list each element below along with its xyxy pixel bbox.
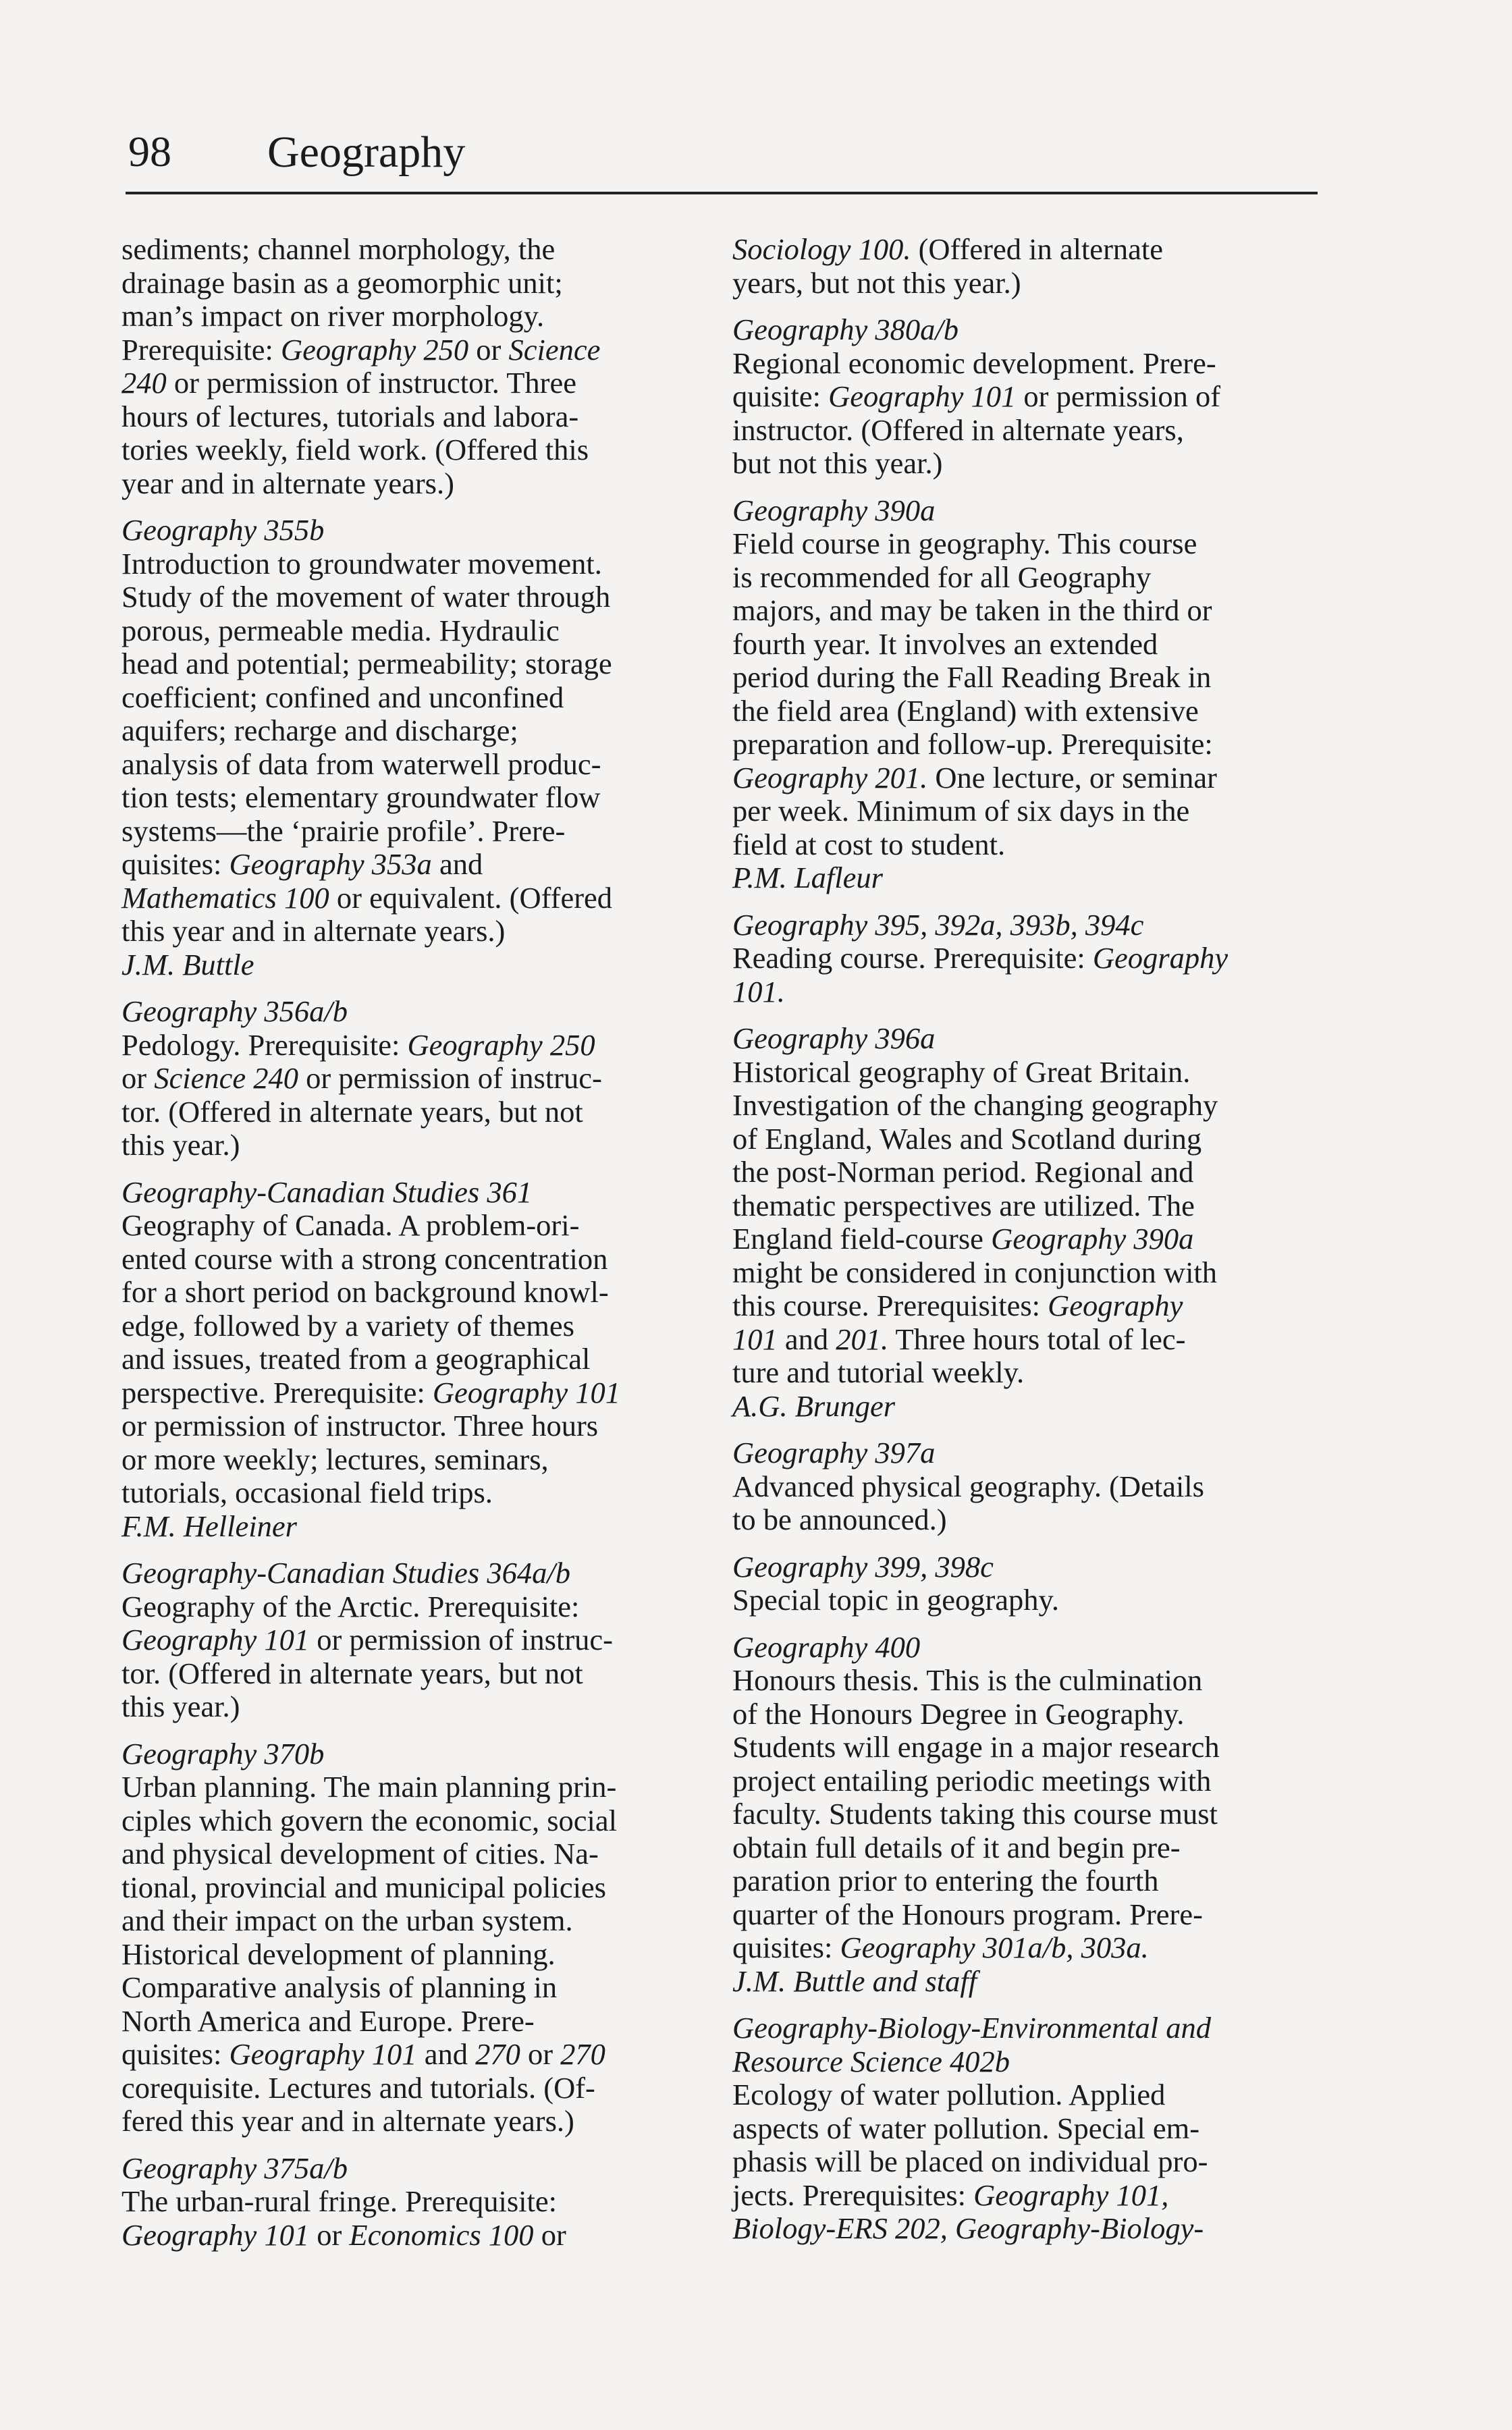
course-description-line: fourth year. It involves an extended	[732, 626, 1158, 661]
course-description-line: Introduction to groundwater movement.	[122, 546, 602, 580]
course-description-line: Students will engage in a major research	[732, 1730, 1220, 1764]
course-description-line: phasis will be placed on individual pro-	[732, 2144, 1208, 2178]
course-description-line: tutorials, occasional field trips.	[122, 1476, 493, 1509]
course-description-line: analysis of data from waterwell produc-	[122, 747, 601, 781]
course-description-line: ture and tutorial weekly.	[732, 1355, 1025, 1389]
course-instructor: J.M. Buttle and staff	[732, 1964, 977, 1998]
course-description-line: per week. Minimum of six days in the	[732, 794, 1190, 828]
course-description-line: but not this year.)	[732, 446, 943, 480]
course-description-line: jects. Prerequisites: Geography 101,	[732, 2178, 1169, 2212]
course-instructor: P.M. Lafleur	[732, 861, 883, 894]
course-title: Resource Science 402b	[732, 2044, 1010, 2078]
course-description-line: coefficient; confined and unconfined	[122, 680, 564, 714]
course-entry	[122, 995, 675, 1162]
course-description-line: majors, and may be taken in the third or	[732, 593, 1212, 627]
course-description-line: Honours thesis. This is the culmination	[732, 1663, 1203, 1697]
course-entry	[732, 313, 1286, 481]
course-description-line: Reading course. Prerequisite: Geography	[732, 941, 1228, 975]
course-description-line: this year and in alternate years.)	[122, 914, 506, 948]
course-title: Geography 356a/b	[122, 994, 348, 1028]
course-description-line: this course. Prerequisites: Geography	[732, 1289, 1183, 1322]
course-description-line: Investigation of the changing geography	[732, 1088, 1218, 1122]
course-description-line: preparation and follow-up. Prerequisite:	[732, 727, 1213, 761]
course-title: Geography 399, 398c	[732, 1549, 994, 1584]
course-entry	[732, 2012, 1286, 2246]
course-description-line: or more weekly; lectures, seminars,	[122, 1442, 549, 1476]
course-description-line: hours of lectures, tutorials and labora-	[122, 399, 579, 433]
course-entry	[122, 514, 675, 981]
course-title: Geography 400	[732, 1629, 921, 1664]
course-description-line: Urban planning. The main planning prin-	[122, 1770, 617, 1804]
course-description-line: or permission of instructor. Three hours	[122, 1409, 599, 1442]
course-description-line: head and potential; permeability; storage	[122, 647, 612, 680]
course-description-line: sediments; channel morphology, the	[122, 232, 556, 266]
course-description-line: aquifers; recharge and discharge;	[122, 713, 518, 747]
course-description-line: aspects of water pollution. Special em-	[732, 2111, 1200, 2145]
course-description-line: man’s impact on river morphology.	[122, 299, 545, 333]
course-description-line: ciples which govern the economic, social	[122, 1803, 618, 1837]
course-description-line: years, but not this year.)	[732, 265, 1021, 300]
course-instructor: J.M. Buttle	[122, 947, 254, 981]
course-instructor: F.M. Helleiner	[122, 1509, 297, 1543]
course-description-line: paration prior to entering the fourth	[732, 1864, 1159, 1897]
course-description-line: the post-Norman period. Regional and	[732, 1155, 1194, 1189]
course-description-line: Geography 201. One lecture, or seminar	[732, 760, 1217, 794]
course-description-line: is recommended for all Geography	[732, 560, 1152, 594]
course-description-line: 240 or permission of instructor. Three	[122, 366, 576, 400]
course-description-line: might be considered in conjunction with	[732, 1255, 1218, 1289]
course-description-line: fered this year and in alternate years.)	[122, 2104, 574, 2138]
course-entry	[122, 2152, 675, 2252]
course-description-line: England field-course Geography 390a	[732, 1222, 1194, 1256]
course-entry	[732, 1022, 1286, 1423]
course-description-line: of England, Wales and Scotland during	[732, 1121, 1202, 1156]
course-entry	[122, 1737, 675, 2138]
course-description-line: and issues, treated from a geographical	[122, 1342, 591, 1376]
course-description-line: Field course in geography. This course	[732, 526, 1197, 560]
course-description-line: Historical geography of Great Britain.	[732, 1054, 1191, 1089]
course-description-line: year and in alternate years.)	[122, 466, 454, 500]
course-description-line: Geography of the Arctic. Prerequisite:	[122, 1589, 580, 1623]
page-header	[126, 120, 1318, 194]
course-description-line: Special topic in geography.	[732, 1583, 1060, 1617]
course-description-line: this year.)	[122, 1690, 240, 1723]
course-description-line: and their impact on the urban system.	[122, 1904, 573, 1937]
course-description-line: tor. (Offered in alternate years, but not	[122, 1656, 583, 1690]
course-description-line: period during the Fall Reading Break in	[732, 660, 1212, 694]
course-description-line: and physical development of cities. Na-	[122, 1837, 599, 1870]
course-entry	[122, 233, 675, 500]
course-description-line: quisites: Geography 101 and 270 or 270	[122, 2037, 605, 2071]
course-description-line: Geography 101 or permission of instruc-	[122, 1623, 613, 1656]
course-entry	[732, 1631, 1286, 1999]
course-entry	[122, 1557, 675, 1724]
course-description-line: Geography 101 or Economics 100 or	[122, 2217, 566, 2252]
course-entry	[732, 233, 1286, 300]
course-description-line: Mathematics 100 or equivalent. (Offered	[122, 880, 613, 915]
course-description-line: tional, provincial and municipal policies	[122, 1870, 606, 1904]
course-description-line: drainage basin as a geomorphic unit;	[122, 265, 563, 300]
course-title: Geography 355b	[122, 513, 325, 547]
course-entry	[732, 1550, 1286, 1617]
course-description-line: or Science 240 or permission of instruc-	[122, 1061, 602, 1095]
course-description-line: field at cost to student.	[732, 827, 1006, 861]
course-description-line: tion tests; elementary groundwater flow	[122, 780, 601, 814]
course-description-line: faculty. Students taking this course must	[732, 1797, 1218, 1831]
course-entry	[732, 1436, 1286, 1537]
course-description-line: of the Honours Degree in Geography.	[732, 1696, 1185, 1731]
section-title: Geography	[267, 128, 466, 177]
course-description-line: for a short period on background knowl-	[122, 1275, 609, 1309]
course-title: Geography 380a/b	[732, 313, 959, 346]
course-description-line: Prerequisite: Geography 250 or Science	[122, 332, 601, 367]
course-entry	[732, 909, 1286, 1009]
course-entry	[732, 494, 1286, 895]
course-description-line: Geography of Canada. A problem-ori-	[122, 1208, 580, 1242]
course-description-line: quisites: Geography 301a/b, 303a.	[732, 1931, 1149, 1964]
course-description-line: the field area (England) with extensive	[732, 693, 1199, 728]
course-title: Geography-Biology-Environmental and	[732, 2011, 1211, 2045]
course-instructor: A.G. Brunger	[732, 1388, 896, 1423]
course-title: Geography-Canadian Studies 364a/b	[122, 1556, 570, 1590]
course-description-line: ented course with a strong concentration	[122, 1241, 608, 1276]
page-number: 98	[128, 128, 171, 176]
course-description-line: quisite: Geography 101 or permission of	[732, 379, 1221, 413]
course-title: Geography 390a	[732, 493, 936, 527]
course-description-line: project entailing periodic meetings with	[732, 1763, 1212, 1798]
course-title: Geography 397a	[732, 1436, 936, 1469]
course-title: Geography 396a	[732, 1021, 936, 1055]
course-description-line: perspective. Prerequisite: Geography 101	[122, 1375, 620, 1409]
course-description-line: to be announced.)	[732, 1503, 947, 1536]
course-title: Geography 395, 392a, 393b, 394c	[732, 907, 1144, 942]
course-description-line: Pedology. Prerequisite: Geography 250	[122, 1027, 595, 1062]
course-description-line: Sociology 100. (Offered in alternate	[732, 232, 1163, 266]
course-title: Geography 370b	[122, 1736, 325, 1771]
right-column	[732, 233, 1286, 2259]
left-column	[122, 233, 675, 2265]
course-description-line: Study of the movement of water through	[122, 580, 611, 614]
course-description-line: corequisite. Lectures and tutorials. (Of-	[122, 2070, 595, 2105]
course-description-line: tor. (Offered in alternate years, but not	[122, 1094, 583, 1129]
course-description-line: Advanced physical geography. (Details	[732, 1469, 1204, 1503]
course-description-line: Historical development of planning.	[122, 1937, 556, 1971]
course-description-line: obtain full details of it and begin pre-	[732, 1830, 1181, 1864]
course-title: Geography-Canadian Studies 361	[122, 1174, 533, 1209]
course-description-line: tories weekly, field work. (Offered this	[122, 433, 589, 466]
course-description-line: quisites: Geography 353a and	[122, 847, 483, 881]
course-description-line: 101 and 201. Three hours total of lec-	[732, 1322, 1186, 1356]
course-description-line: 101.	[732, 974, 785, 1008]
course-description-line: porous, permeable media. Hydraulic	[122, 613, 560, 647]
course-description-line: edge, followed by a variety of themes	[122, 1308, 574, 1343]
course-description-line: Biology-ERS 202, Geography-Biology-	[732, 2211, 1204, 2245]
course-description-line: thematic perspectives are utilized. The	[732, 1188, 1195, 1222]
course-description-line: The urban-rural fringe. Prerequisite:	[122, 2184, 557, 2218]
course-title: Geography 375a/b	[122, 2151, 348, 2185]
course-description-line: North America and Europe. Prere-	[122, 2003, 535, 2038]
course-description-line: this year.)	[122, 1128, 240, 1162]
course-description-line: Ecology of water pollution. Applied	[732, 2078, 1166, 2111]
course-entry	[122, 1176, 675, 1544]
course-description-line: Regional economic development. Prere-	[732, 346, 1216, 380]
course-description-line: quarter of the Honours program. Prere-	[732, 1897, 1203, 1931]
course-description-line: Comparative analysis of planning in	[122, 1970, 558, 2004]
course-description-line: systems—the ‘prairie profile’. Prere-	[122, 813, 566, 848]
course-description-line: instructor. (Offered in alternate years,	[732, 412, 1184, 447]
